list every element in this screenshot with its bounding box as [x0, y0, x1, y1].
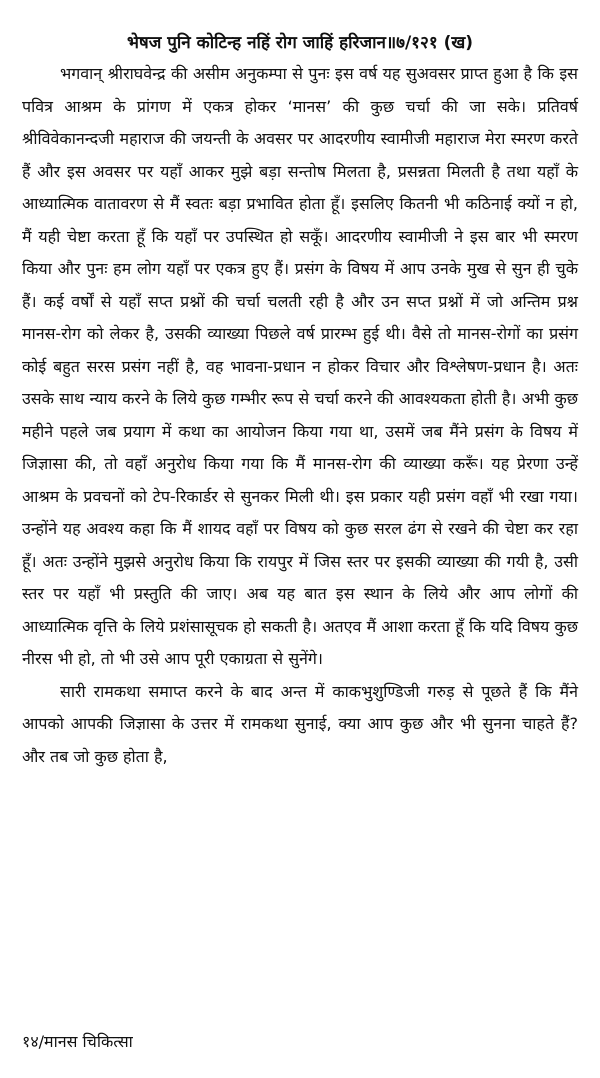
page-footer: १४/मानस चिकित्सा: [22, 1032, 133, 1051]
body-paragraph-1: भगवान् श्रीराघवेन्द्र की असीम अनुकम्पा से पुनः इस वर्ष यह सुअवसर प्राप्त हुआ है कि इस पवित्र आश्रम के प्रांगण में एकत्र होकर ‘मानस’ की कुछ चर्चा की जा सके। प्रतिवर्ष श्रीविवेकानन्दजी महाराज की जयन्ती के अवसर पर आदरणीय स्वामीजी महाराज मेरा स्मरण करते हैं और इस अवसर पर यहाँ आकर मुझे बड़ा सन्तोष मिलता है, प्रसन्नता मिलती है तथा यहाँ के आध्यात्मिक वातावरण से मैं स्वतः बड़ा प्रभावित होता हूँ। इसलिए कितनी भी कठिनाई क्यों न हो, मैं यही चेष्टा करता हूँ कि यहाँ पर उपस्थित हो सकूँ। आदरणीय स्वामीजी ने इस बार भी स्मरण किया और पुनः हम लोग यहाँ पर एकत्र हुए हैं। प्रसंग के विषय में आप उनके मुख से सुन ही चुके हैं। कई वर्षों से यहाँ सप्त प्रश्नों की चर्चा चलती रही है और उन सप्त प्रश्नों में जो अन्तिम प्रश्न मानस-रोग को लेकर है, उसकी व्याख्या पिछले वर्ष प्रारम्भ हुई थी। वैसे तो मानस-रोगों का प्रसंग कोई बहुत सरस प्रसंग नहीं है, वह भावना-प्रधान न होकर विचार और विश्लेषण-प्रधान है। अतः उसके साथ न्याय करने के लिये कुछ गम्भीर रूप से चर्चा करने की आवश्यकता होती है। अभी कुछ महीने पहले जब प्रयाग में कथा का आयोजन किया गया था, उसमें जब मैंने प्रसंग के विषय में जिज्ञासा की, तो वहाँ अनुरोध किया गया कि मैं मानस-रोग की व्याख्या करूँ। यह प्रेरणा उन्हें आश्रम के प्रवचनों को टेप-रिकार्डर से सुनकर मिली थी। इस प्रकार यही प्रसंग वहाँ भी रखा गया। उन्होंने यह अवश्य कहा कि मैं शायद वहाँ पर विषय को कुछ सरल ढंग से रखने की चेष्टा कर रहा हूँ। अतः उन्होंने मुझसे अनुरोध किया कि रायपुर में जिस स्तर पर इसकी व्याख्या की गयी है, उसी स्तर पर यहाँ भी प्रस्तुति की जाए। अब यह बात इस स्थान के लिये और आप लोगों की आध्यात्मिक वृत्ति के लिये प्रशंसासूचक हो सकती है। अतएव मैं आशा करता हूँ कि यदि विषय कुछ नीरस भी हो, तो भी उसे आप पूरी एकाग्रता से सुनेंगे।: [22, 64, 578, 668]
chapter-heading: भेषज पुनि कोटिन्ह नहिं रोग जाहिं हरिजान॥७/१२१ (ख): [126, 33, 474, 53]
body-paragraph-2: सारी रामकथा समाप्त करने के बाद अन्त में काकभुशुण्डिजी गरुड़ से पूछते हैं कि मैंने आपको आपकी जिज्ञासा के उत्तर में रामकथा सुनाई, क्या आप कुछ और भी सुनना चाहते हैं? और तब जो कुछ होता है,: [22, 681, 578, 766]
